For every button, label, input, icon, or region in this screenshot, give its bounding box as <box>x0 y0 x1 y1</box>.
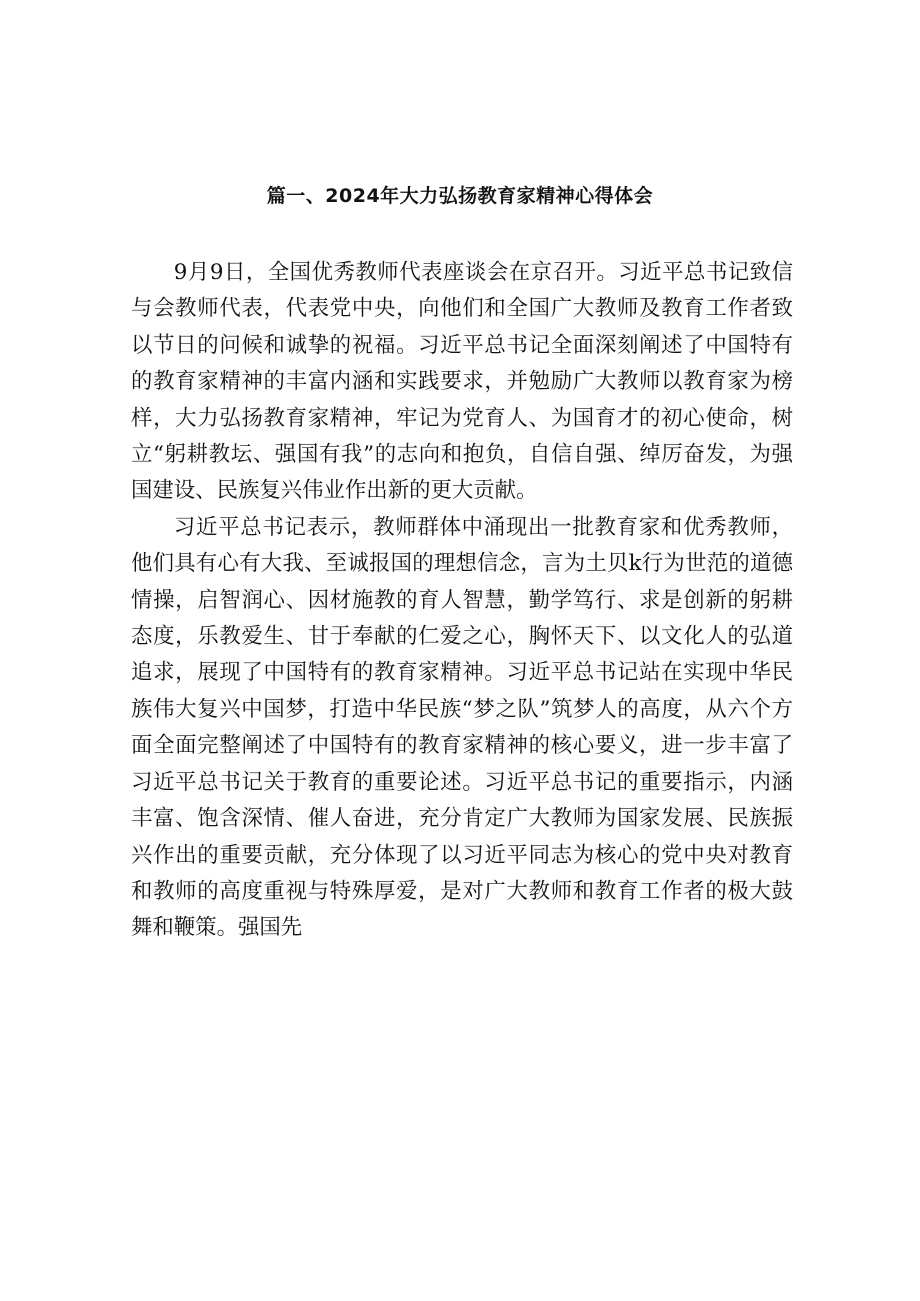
paragraph-2: 习近平总书记表示，教师群体中涌现出一批教育家和优秀教师，他们具有心有大我、至诚报国的理想信念，言为土贝k行为世范的道德情操，启智润心、因材施教的育人智慧，勤学笃行、求是创新的躬耕态度，乐教爱生、甘于奉献的仁爱之心，胸怀天下、以文化人的弘道追求，展现了中国特有的教育家精神。习近平总书记站在实现中华民族伟大复兴中国梦，打造中华民族“梦之队”筑梦人的高度，从六个方面全面完整阐述了中国特有的教育家精神的核心要义，进一步丰富了习近平总书记关于教育的重要论述。习近平总书记的重要指示，内涵丰富、饱含深情、催人奋进，充分肯定广大教师为国家发展、民族振兴作出的重要贡献，充分体现了以习近平同志为核心的党中央对教育和教师的高度重视与特殊厚爱，是对广大教师和教育工作者的极大鼓舞和鞭策。强国先 <box>131 514 793 941</box>
document-title: 篇一、2024年大力弘扬教育家精神心得体会 <box>266 185 654 207</box>
paragraph-1: 9月9日，全国优秀教师代表座谈会在京召开。习近平总书记致信与会教师代表，代表党中央，向他们和全国广大教师及教育工作者致以节日的问候和诚挚的祝福。习近平总书记全面深刻阐述了中国特有的教育家精神的丰富内涵和实践要求，并勉励广大教师以教育家为榜样，大力弘扬教育家精神，牢记为党育人、为国育才的初心使命，树立“躬耕教坛、强国有我”的志向和抱负，自信自强、绰厉奋发，为强国建设、民族复兴伟业作出新的更大贡献。 <box>131 260 793 504</box>
document-body <box>131 255 793 947</box>
